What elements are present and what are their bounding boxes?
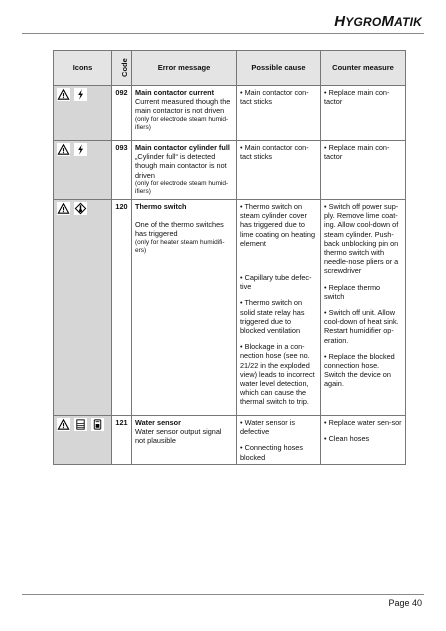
message-note: (only for heater steam humidifi-ers) — [135, 238, 225, 255]
logo-part-4: ATIK — [394, 15, 422, 29]
message-cell — [132, 141, 237, 200]
message-note: (only for electrode steam humid-ifiers) — [135, 115, 229, 132]
message-text: Current measured though the main contactor is not driven — [135, 97, 231, 116]
thermo-switch-icon — [74, 202, 87, 215]
cause-item: • Water sensor is defective — [240, 418, 295, 437]
logo-part-1: H — [334, 13, 346, 30]
spacer — [324, 276, 402, 283]
header-cause: Possible cause — [237, 51, 321, 86]
code-cell: 092 — [112, 86, 132, 141]
cause-item: • Thermo switch on steam cylinder cover has triggered due to lime coating on heating element — [240, 202, 316, 248]
spacer — [135, 211, 233, 220]
counter-cell — [321, 416, 406, 465]
page-number: Page 40 — [388, 598, 422, 608]
message-title: Water sensor — [135, 418, 181, 427]
header-message: Error message — [132, 51, 237, 86]
spacer — [240, 436, 317, 443]
counter-item: • Replace main con-tactor — [324, 143, 390, 162]
message-text: One of the thermo switches has triggered — [135, 220, 224, 239]
error-table — [53, 50, 406, 465]
header-icons: Icons — [54, 51, 112, 86]
lightning-bolt-icon — [74, 88, 87, 101]
table-row — [54, 416, 406, 465]
message-title: Thermo switch — [135, 202, 187, 211]
spacer — [324, 345, 402, 352]
cause-item: • Connecting hoses blocked — [240, 443, 303, 462]
warning-triangle-icon — [57, 418, 70, 431]
header-code — [112, 51, 132, 86]
spacer — [324, 301, 402, 308]
header-code-label: Code — [119, 58, 129, 78]
counter-item: • Replace the blocked connection hose. Switch the device on again. — [324, 351, 395, 389]
counter-cell — [321, 86, 406, 141]
counter-item: • Switch off power sup-ply. Remove lime coat-ing. Allow cool-down of steam cylinder. Push-back unblocking pin on thermo switch with needle-nose pliers or a screwdriver — [324, 202, 399, 276]
footer-rule — [22, 594, 424, 595]
message-cell — [132, 86, 237, 141]
counter-item: • Replace water sen-sor — [324, 418, 402, 427]
logo-part-3: M — [381, 13, 395, 30]
cause-item: • Thermo switch on solid state relay has triggered due to blocked ventilation — [240, 298, 305, 336]
warning-triangle-icon — [57, 88, 70, 101]
cause-item: • Main contactor con-tact sticks — [240, 143, 309, 162]
counter-item: • Replace main con-tactor — [324, 88, 390, 107]
counter-cell — [321, 200, 406, 416]
message-text: Water sensor output signal not plausible — [135, 427, 222, 446]
message-cell — [132, 416, 237, 465]
cause-cell — [237, 416, 321, 465]
cause-cell — [237, 200, 321, 416]
logo-part-2: YGRO — [345, 15, 382, 29]
header-rule — [22, 33, 424, 34]
warning-triangle-icon — [57, 202, 70, 215]
lightning-bolt-icon — [74, 143, 87, 156]
counter-item: • Switch off unit. Allow cool-down of heat sink. Restart humidifier op-eration. — [324, 308, 399, 345]
header-counter: Counter measure — [321, 51, 406, 86]
message-text: „Cylinder full“ is detected though main contactor is not driven — [135, 152, 227, 180]
counter-item: • Replace thermo switch — [324, 282, 381, 301]
cause-cell — [237, 141, 321, 200]
water-level-icon — [74, 418, 87, 431]
table-row — [54, 200, 406, 416]
warning-triangle-icon — [57, 143, 70, 156]
message-note: (only for electrode steam humid-ifiers) — [135, 179, 229, 196]
counter-cell — [321, 141, 406, 200]
spacer — [240, 335, 317, 342]
icons-cell — [54, 141, 112, 200]
code-cell: 120 — [112, 200, 132, 416]
cause-item: • Capillary tube defec-tive — [240, 273, 312, 292]
message-cell — [132, 200, 237, 416]
table-row — [54, 141, 406, 200]
icons-cell — [54, 200, 112, 416]
cause-item: • Main contactor con-tact sticks — [240, 88, 309, 107]
message-title: Main contactor cylinder full — [135, 143, 230, 152]
table-row — [54, 86, 406, 141]
icons-cell — [54, 86, 112, 141]
cylinder-icon — [91, 418, 104, 431]
cause-cell — [237, 86, 321, 141]
table-header-row — [54, 51, 406, 86]
cause-item: • Blockage in a con-nection hose (see no. 21/22 in the exploded view) leads to incorrect water level detection, which can cause the thermal switch to trip. — [240, 342, 315, 407]
spacer — [240, 248, 317, 273]
counter-item: • Clean hoses — [324, 434, 370, 444]
code-cell: 121 — [112, 416, 132, 465]
spacer — [240, 291, 317, 298]
icons-cell — [54, 416, 112, 465]
brand-logo — [334, 13, 422, 30]
message-title: Main contactor current — [135, 88, 215, 97]
code-cell: 093 — [112, 141, 132, 200]
spacer — [324, 427, 402, 434]
